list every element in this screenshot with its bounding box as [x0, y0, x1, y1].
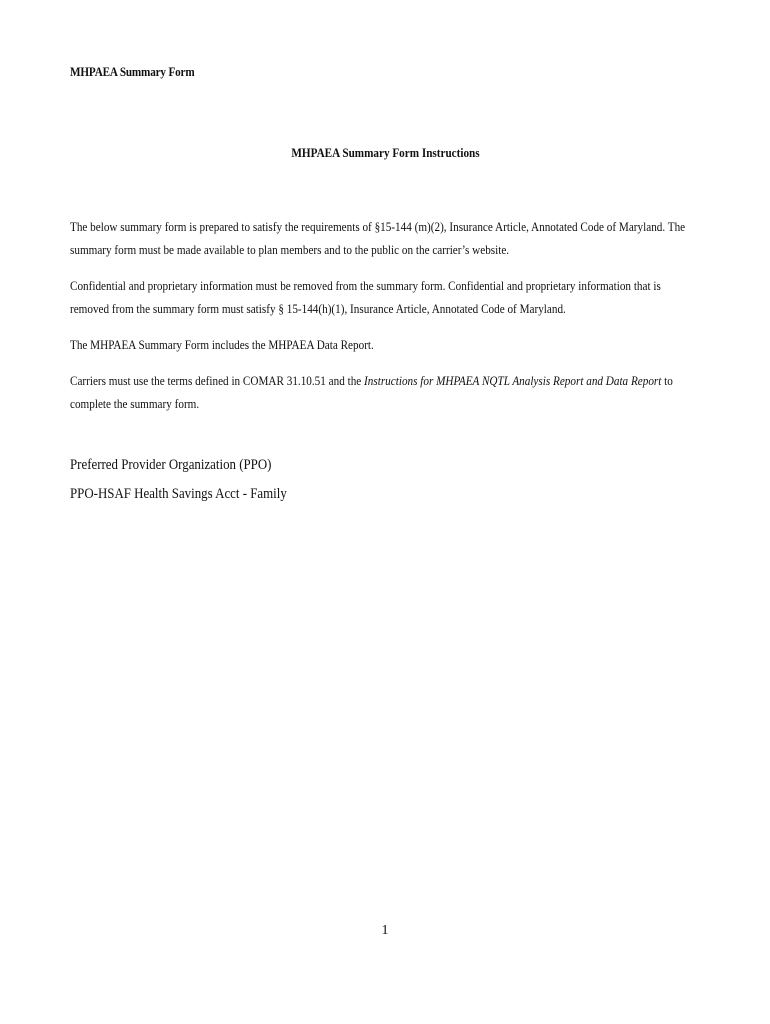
page-number: 1	[381, 923, 389, 938]
paragraph-terms-end: to complete the summary form.	[70, 373, 673, 411]
paragraph-terms-start: Carriers must use the terms defined in COMAR 31.10.51 and the	[70, 373, 365, 388]
plan-type: Preferred Provider Organization (PPO)	[70, 457, 272, 473]
instructions-title-text: MHPAEA Summary Form Instructions	[290, 145, 480, 160]
paragraph-requirements: The below summary form is prepared to satisfy the requirements of §15-144 (m)(2), Insurance Article, Annotated Code of Maryland. The summary form must be made available to plan members and to the public on the carrier’s website.	[70, 219, 686, 257]
paragraph-data-report: The MHPAEA Summary Form includes the MHPAEA Data Report.	[70, 337, 374, 352]
paragraph-confidential: Confidential and proprietary information must be removed from the summary form. Confidential and proprietary information that is removed from the summary form must satisfy § 15-144(h)(1), Insurance Article, Annotated Code of Maryland.	[70, 278, 661, 316]
instructions-reference: Instructions for MHPAEA NQTL Analysis Report and Data Report	[364, 373, 662, 388]
instructions-title	[0, 145, 770, 161]
paragraph-terms	[70, 369, 698, 415]
header-title: MHPAEA Summary Form	[70, 64, 195, 79]
plan-name: PPO-HSAF Health Savings Acct - Family	[70, 486, 287, 502]
